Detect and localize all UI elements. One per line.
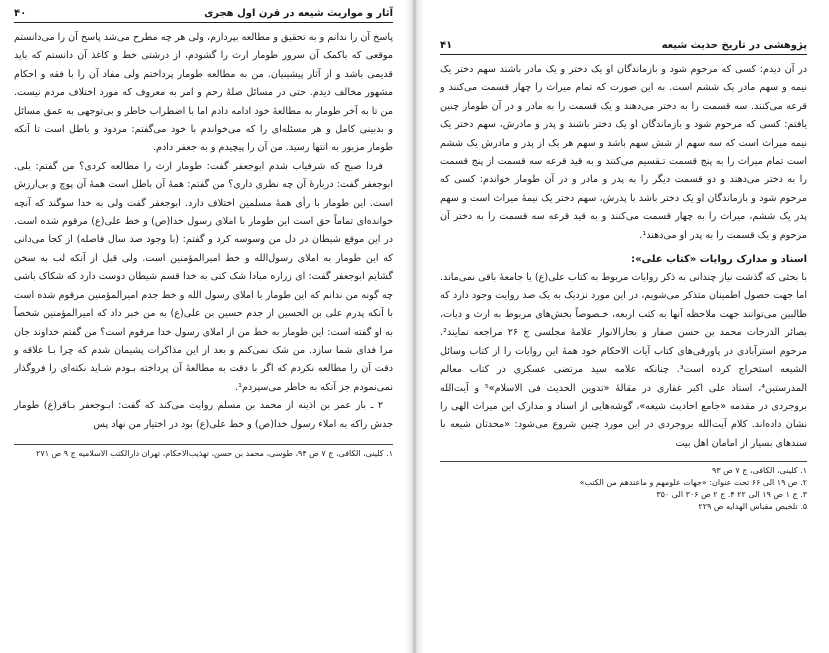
left-running-head xyxy=(14,8,393,23)
left-paragraph-1: پاسخ آن را ندانم و به تحقیق و مطالعه بپردازم، ولی هر چه مطرح می‌شد پاسخ آن را می‌دانستم موقعی که باکمک آن سرور طومار ارث را گشودم، از درشتی خط و کاغذ آن دانستم که باید قدیمی باشد و از آثار پیشینیان. من به مطالعه طومار پرداختم ولی مفاد آن را با فقه و احکام مشهور مخالف دیدم. حتی در مسائل صلهٔ رحم و امر به معروف که مورد اختلاف مردم نیست. من تا به آخر طومار به مطالعهٔ خود ادامه دادم اما با اضطراب خاطر و بی‌توجهی به عمق مسائل و بدبینی کامل و هر مسئله‌ای را که می‌خواندم با خود می‌گفتم: مردود و باطل است تا آنکه طومار مزبور به انتها رسید. من آن را پیچیدم و به جعفر دادم. xyxy=(14,32,393,154)
right-page-body xyxy=(440,61,807,453)
section-heading: اسناد و مدارک روایات «کتاب علی»: xyxy=(631,254,807,266)
book-gutter xyxy=(405,0,424,653)
right-running-head xyxy=(440,40,807,55)
left-page-number: ۴۰ xyxy=(14,8,27,19)
left-page-body xyxy=(14,29,393,434)
right-running-title: پژوهشی در تاریخ حدیث شیعه xyxy=(661,40,807,51)
right-footnote-3: ۳. ج ۱ ص ۱۹ الی ۲۲ ۴. ج ۲ ص ۳۰۶ الی ۳۵۰ xyxy=(656,490,807,500)
right-footnote-4: ۵. تلخیص مقباس الهدایه ص ۲۲۹ xyxy=(698,502,807,512)
left-paragraph-2: فردا صبح که شرفیاب شدم ابوجعفر گفت: طومار ارث را مطالعه کردی؟ من گفتم: بلی. ابوجعفر گفت: دربارهٔ آن چه نظری داری؟ من گفتم: همهٔ آن باطل است همهٔ آن پوچ و بی‌ارزش است. این طومار با رأی همهٔ مسلمین اختلاف دارد. ابوجعفر گفت ولی به خدا سوگند که آنچه خوانده‌ای تماماً حق است این طومار با املای رسول خدا(ص) و خط علی(ع) مرقوم شده است. در این موقع شیطان در دل من وسوسه کرد و گفتم: (با وجود صد سال فاصله) از کجا می‌دانی که این طومار به املای رسول‌الله و خط امیرالمؤمنین است. ولی قبل از آنکه لب به سخن گشایم ابوجعفر گفت: ای زراره مبادا شک کنی به خدا قسم شیطان دوست دارد که شکاک باشی چه گونه من ندانم که این طومار با املای رسول الله و خط جدم امیرالمؤمنین مرقوم شده است با آنکه پدرم علی بن الحسین از جدم حسین بن علی(ع) به من خبر داد که امیرالمؤمنین شخصاً به او گفته است: این طومار به خط من از املای رسول خدا مرقوم است؟ من گفتم خداوند جان مرا فدای شما سازد. من شک نمی‌کنم و بعد از این مذاکرات پشیمان شدم که چرا بـا علاقه و دقت آن را مطالعه نکردم که اگر با دقت به مطالعهٔ آن پرداخته بـودم شـاید نکته‌ای را فروگذار نمی‌نمودم جز آنکه به خاطر می‌سپردم¹. xyxy=(14,160,393,393)
left-running-title: آثار و مواریث شیعه در قرن اول هجری xyxy=(204,8,393,19)
left-page xyxy=(0,0,405,653)
right-page xyxy=(424,0,829,653)
left-footnotes xyxy=(14,444,393,460)
right-footnote-2: ۲. ص ۱۹ الی ۶۶ تحت عنوان: «جهات علومهم و ماعندهم من الکتب» xyxy=(579,478,807,488)
left-footnote-1: ۱. کلینی، الکافی، ج ۷ ص ۹۴، طوسی، محمد بن حسن، تهذیب‌الاحکام، تهران دارالکتب الاسلامیه ج ۹ ص ۲۷۱ xyxy=(36,448,393,458)
left-paragraph-3: ۲ ـ باز عمر بن اذینه از محمد بن مسلم روایت می‌کند که گفت: ابـوجعفر بـاقر(ع) طومار جدش راکه به املاء رسول خدا(ص) و خط علی(ع) بود در اختیار من نهاد پس xyxy=(14,400,393,430)
right-footnote-1: ۱. کلینی، الکافی، ج ۷ ص ۹۳ xyxy=(712,466,807,476)
right-page-number: ۴۱ xyxy=(440,40,453,51)
right-paragraph-1: در آن دیدم: کسی که مرحوم شود و بازماندگان او یک دختر و یک مادر باشند سهم دختر یک نیمه و سهم مادر یک ششم است. به این صورت که تمام میراث را چهار قسمت می‌کنند و قرعه می‌کنند. سه قسمت را به دختر می‌دهند و یک قسمت را به مادر و در آن طومار چنین یافتم: کسی که مرحوم شود و بازماندگان او یک دختر باشند و پدر و مادرش، سهم دختر یک نیمه میراث است که سه سهم از شش سهم باشد و سهم هر یک از پدر و مادرش یک ششم است تمام میراث را به پنج قسمت تـقسیم می‌کنند و به قید قرعه سه قسمت از پنج قسمت را به دختر می‌دهند و دو قسمت دیگر را به پدر و مادر و در آن طومار خواندم: کسی که مرحوم شود و بازماندگان او یک دختر باشد با پدرش، سهم دختر یک نیمهٔ میراث است و سهم پدر یک ششم، میراث را به چهار قسمت می‌کنند و به قید قرعه سه قسمت را به دختر آن مرحوم و یک قسمت را به پدر او می‌دهند¹. xyxy=(440,64,807,241)
section-paragraph-1: با بحثی که گذشت نیاز چندانی به ذکر روایات مربوط به کتاب علی(ع) یا جامعهٔ باقی نمی‌ماند. اما جهت حصول اطمینان متذکر می‌شویم، در این مورد نزدیک به یک صد روایت وجود دارد که طالبین می‌توانند جهت ملاحظه آنها به کتب اربعه، خـصوصاً بخش‌های مربوط به ارث و دیات، بصائر الدرجات محمد بن حسن صفار و بحارالانوار علامهٔ مجلسی ج ۲۶ مراجعه نمایند². مرحوم استرآبادی در پاورقی‌های کتاب آیات الاحکام خود همهٔ این روایات را از کتاب وسائل الشیعه استخراج کرده است³. چنانکه علامه سید مرتضی عسکری در کتاب معالم المدرستین⁴، استاد علی اکبر غفاری در مقالهٔ «تدوین الحدیث فی الاسلام»⁵ و آیت‌الله بروجردی در مقدمه «جامع احادیث شیعه»، گوشه‌هایی از اسناد و مدارک این میراث الهی را نشان داده‌اند. کلام آیت‌الله بروجردی در این مورد چنین شروع می‌شود: «محدثان شیعه با سندهای بسیار از امامان اهل بیت xyxy=(440,272,807,449)
right-footnotes xyxy=(440,461,807,513)
